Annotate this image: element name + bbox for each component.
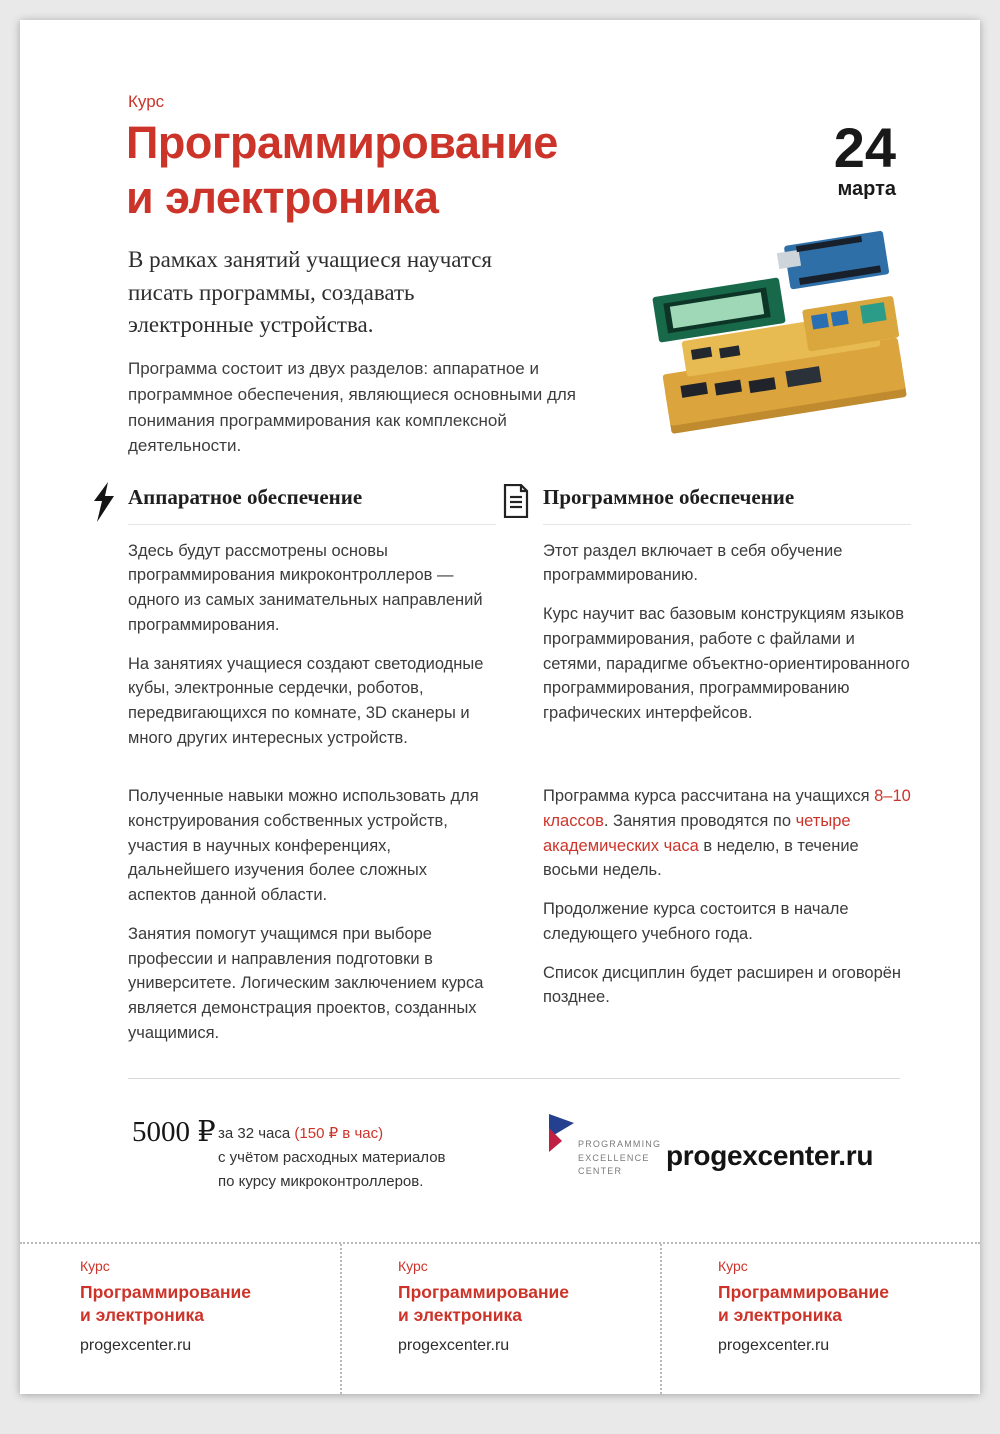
tear-off-stub [398,1258,644,1355]
logo-line-1: PROGRAMMING [578,1139,662,1149]
tear-off-divider-1 [340,1244,342,1394]
logo-line-3: CENTER [578,1166,623,1176]
page-title [126,116,558,226]
software-paragraph-3 [543,784,911,883]
price-value: 5000 ₽ [132,1116,216,1148]
tear-off-cut-line [20,1242,980,1244]
stub-url: progexcenter.ru [718,1336,830,1354]
date-month: марта [837,178,896,200]
stub-title-line-2: и электроника [398,1304,522,1325]
electronics-photo [632,220,928,450]
hardware-section-continued [128,784,496,1060]
horizontal-divider [128,1078,900,1079]
price-note-text: за 32 часа [218,1125,295,1142]
hardware-paragraph-4: Занятия помогут учащимся при выборе профессии и направления подготовки в университете. Логическим заключением курса является демонстрация проектов, созданных учащимися. [128,924,484,1042]
tear-off-divider-2 [660,1244,662,1394]
stub-kicker: Курс [80,1258,110,1274]
software-paragraph-5: Список дисциплин будет расширен и оговорён позднее. [543,963,902,1007]
hardware-paragraph-1: Здесь будут рассмотрены основы программирования микроконтроллеров — одного из самых занимательных направлений программирования. [128,541,483,634]
software-section-continued [543,784,911,1024]
software-paragraph-1: Этот раздел включает в себя обучение программированию. [543,541,843,585]
flyer-page [20,20,980,1394]
hardware-section [128,482,496,765]
price-note-line-3: по курсу микроконтроллеров. [218,1173,424,1190]
tear-off-stub [718,1258,964,1355]
software-section [543,482,911,740]
price-note-line-2: с учётом расходных материалов [218,1149,446,1166]
circuit-boards-illustration [632,220,928,450]
stub-kicker: Курс [718,1258,748,1274]
title-line-2: и электроника [126,171,439,223]
stub-title-line-1: Программирование [80,1282,252,1302]
date-badge [833,116,896,201]
stub-title-line-1: Программирование [398,1282,570,1302]
tear-off-stub [80,1258,326,1355]
price-per-hour: (150 ₽ в час) [294,1125,384,1142]
price-note [218,1122,446,1194]
stub-title-line-2: и электроника [80,1304,204,1325]
intro-text: Программа состоит из двух разделов: аппаратное и программное обеспечения, являющиеся основными для понимания программирования как комплексной деятельности. [128,359,576,456]
lead-text: В рамках занятий учащиеся научатся писать программы, создавать электронные устройства. [128,247,493,338]
hardware-paragraph-2: На занятиях учащиеся создают светодиодные кубы, электронные сердечки, роботов, передвигающихся по комнате, 3D сканеры и много других интересных устройств. [128,654,484,747]
stub-kicker: Курс [398,1258,428,1274]
price-note-line-1 [218,1122,446,1146]
logo-wordmark [578,1138,661,1179]
software-paragraph-4: Продолжение курса состоится в начале следующего учебного года. [543,900,849,943]
logo-line-2: EXCELLENCE [578,1152,650,1163]
software-paragraph-2: Курс научит вас базовым конструкциям языков программирования, работе с файлами и сетями, парадигме объектно-ориентированного программирования, программированию графических интерфейсов. [543,605,910,722]
progexcenter-logo-icon [544,1114,574,1163]
hardware-heading: Аппаратное обеспечение [128,482,496,525]
p3-text: Программа курса рассчитана на учащихся [543,787,875,805]
stub-title [398,1281,644,1327]
hardware-paragraph-3: Полученные навыки можно использовать для конструирования собственных устройств, участия в научных конференциях, дальнейшего изучения более сложных аспектов данной области. [128,787,479,904]
p3-highlight-hours: четыре академических часа [543,811,851,855]
p3-text: . Занятия проводятся по [603,811,796,830]
p3-text: в неделю, в течение восьми недель. [543,836,859,880]
software-heading: Программное обеспечение [543,482,911,525]
site-url: progexcenter.ru [666,1140,874,1171]
document-icon [502,484,530,523]
stub-title [80,1281,326,1327]
stub-url: progexcenter.ru [398,1336,510,1354]
course-kicker: Курс [128,92,165,111]
lightning-icon [92,482,116,527]
date-day: 24 [833,116,896,179]
title-line-1: Программирование [126,117,558,168]
stub-title-line-1: Программирование [718,1282,890,1302]
stub-title-line-2: и электроника [718,1304,842,1325]
p3-highlight-grades: 8–10 классов [543,787,911,830]
stub-url: progexcenter.ru [80,1336,192,1354]
stub-title [718,1281,964,1327]
